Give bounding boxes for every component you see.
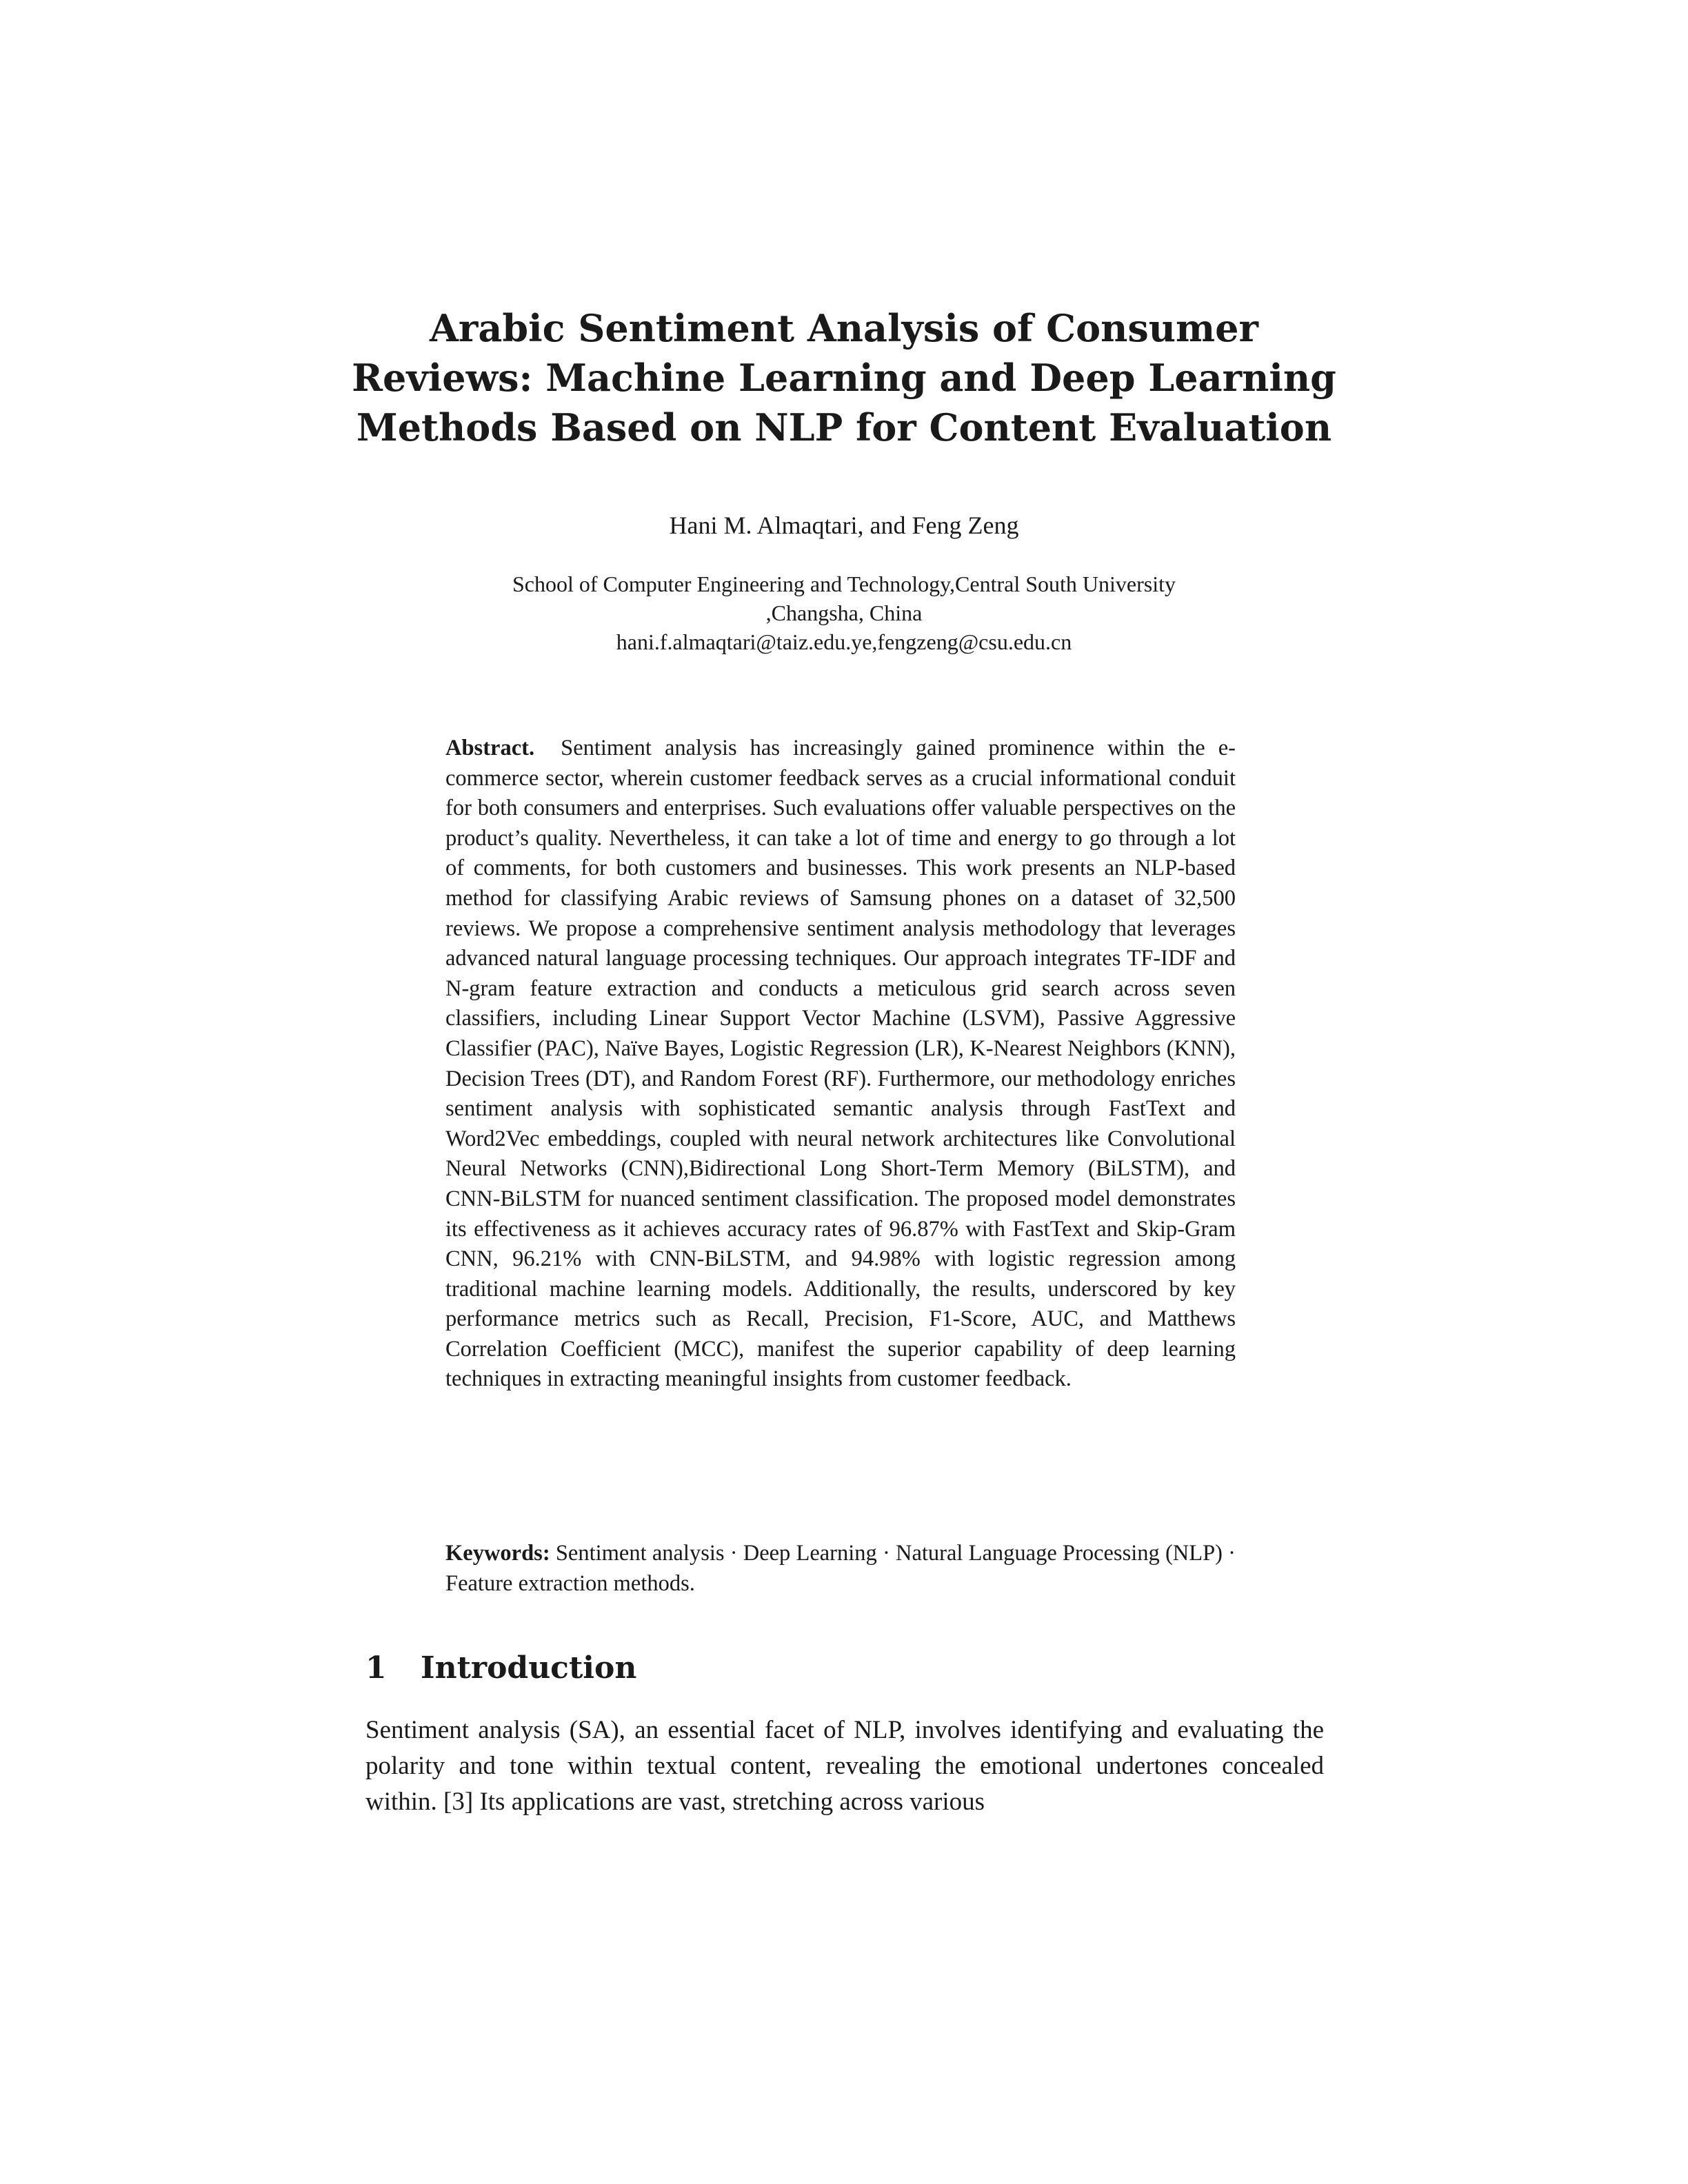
title-line: Reviews: Machine Learning and Deep Learning xyxy=(352,356,1336,400)
abstract xyxy=(445,734,1236,1395)
title-line: Methods Based on NLP for Content Evaluation xyxy=(356,405,1332,449)
affiliation xyxy=(0,569,1688,656)
author-emails: hani.f.almaqtari@taiz.edu.ye,fengzeng@csu.edu.cn xyxy=(616,629,1072,654)
intro-paragraph: Sentiment analysis (SA), an essential facet of NLP, involves identifying and evaluating the polarity and tone within textual content, revealing the emotional undertones concealed within. [3] Its applications are vast, stretching across various xyxy=(365,1716,1324,1816)
title-line: Arabic Sentiment Analysis of Consumer xyxy=(430,306,1258,350)
affiliation-line: School of Computer Engineering and Technology,Central South University xyxy=(512,572,1176,596)
section-heading xyxy=(365,1648,1331,1689)
author-list: Hani M. Almaqtari, and Feng Zeng xyxy=(669,512,1019,539)
abstract-label: Abstract. xyxy=(445,736,535,760)
abstract-text: Sentiment analysis has increasingly gained prominence within the e-commerce sector, wherein customer feedback serves as a crucial informational conduit for both consumers and enterprises. Such evaluations offer valuable perspectives on the product’s quality. Nevertheless, it can take a lot of time and energy to go through a lot of comments, for both customers and businesses. This work presents an NLP-based method for classifying Arabic reviews of Samsung phones on a dataset of 32,500 reviews. We propose a comprehensive sentiment analysis methodology that leverages advanced natural language processing techniques. Our approach integrates TF-IDF and N-gram feature extraction and conducts a meticulous grid search across seven classifiers, including Linear Support Vector Machine (LSVM), Passive Aggressive Classifier (PAC), Naïve Bayes, Logistic Regression (LR), K-Nearest Neighbors (KNN), Decision Trees (DT), and Random Forest (RF). Furthermore, our methodology enriches sentiment analysis with sophisticated semantic analysis through FastText and Word2Vec embeddings, coupled with neural network architectures like Convolutional Neural Networks (CNN),Bidirectional Long Short-Term Memory (BiLSTM), and CNN-BiLSTM for nuanced sentiment classification. The proposed model demonstrates its effectiveness as it achieves accuracy rates of 96.87% with FastText and Skip-Gram CNN, 96.21% with CNN-BiLSTM, and 94.98% with logistic regression among traditional machine learning models. Additionally, the results, underscored by key performance metrics such as Recall, Precision, F1-Score, AUC, and Matthews Correlation Coefficient (MCC), manifest the superior capability of deep learning techniques in extracting meaningful insights from customer feedback. xyxy=(445,736,1236,1392)
keywords xyxy=(445,1539,1236,1599)
section-number: 1 xyxy=(365,1650,387,1686)
keywords-label: Keywords: xyxy=(445,1541,550,1566)
keywords-text: Sentiment analysis · Deep Learning · Natural Language Processing (NLP) · Feature extraction methods. xyxy=(445,1541,1236,1596)
affiliation-line: ,Changsha, China xyxy=(765,600,923,625)
paper-title xyxy=(0,303,1688,452)
section-title: Introduction xyxy=(421,1650,637,1686)
